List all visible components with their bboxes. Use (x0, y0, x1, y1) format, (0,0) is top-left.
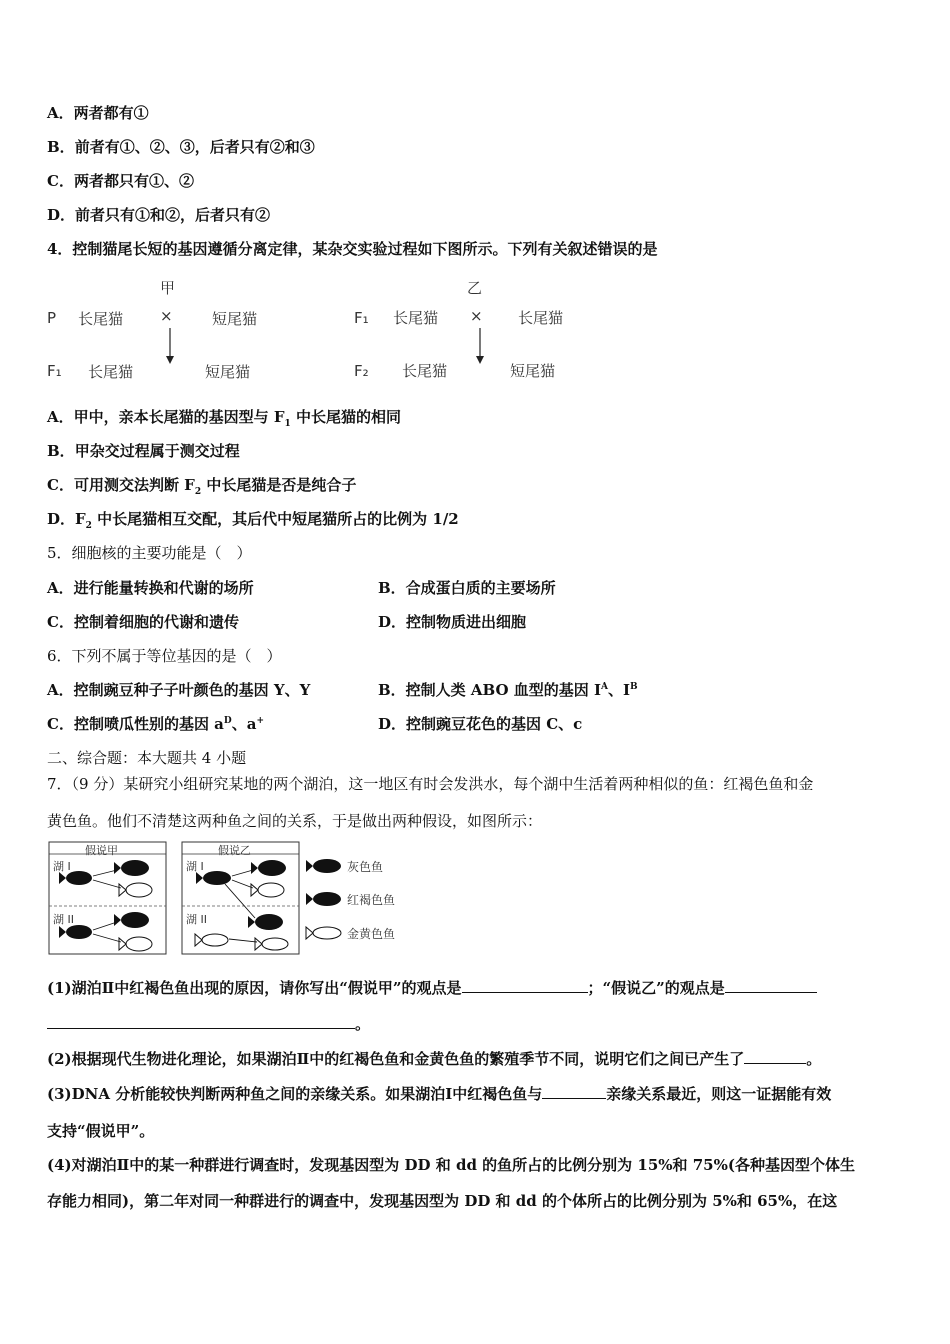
cross-symbol: × (470, 307, 483, 325)
answer-blank[interactable] (744, 1049, 806, 1064)
answer-blank[interactable] (47, 1014, 355, 1029)
answer-blank[interactable] (725, 978, 817, 993)
q3-option-d: D．前者只有①和②，后者只有② (47, 206, 271, 224)
row-label: F₁ (47, 362, 62, 380)
q3-option-c: C．两者都只有①、② (47, 172, 194, 190)
q5-stem: 5．细胞核的主要功能是（ ） (47, 544, 252, 562)
cross-title-left: 甲 (160, 279, 176, 297)
row-label: P (47, 309, 57, 327)
answer-blank[interactable] (462, 978, 588, 993)
q5-option-a: A．进行能量转换和代谢的场所 (47, 579, 254, 597)
cross-long-tail: 长尾猫 (88, 363, 134, 381)
lake-label: 湖 II (53, 913, 74, 926)
q4-option-b: B．甲杂交过程属于测交过程 (47, 442, 240, 460)
lake-label: 湖 I (186, 860, 204, 873)
q3-option-a: A．两者都有① (47, 104, 149, 122)
q4-stem: 4．控制猫尾长短的基因遵循分离定律，某杂交实验过程如下图所示。下列有关叙述错误的是 (47, 240, 658, 258)
arrow-down-icon (160, 326, 180, 366)
q6-stem: 6．下列不属于等位基因的是（ ） (47, 647, 282, 665)
cross-long-tail: 长尾猫 (78, 310, 124, 328)
q7-part4-line1: (4)对湖泊Ⅱ中的某一种群进行调查时，发现基因型为 DD 和 dd 的鱼所占的比例分别为 15%和 75%(各种基因型个体生 (47, 1156, 855, 1174)
cross-short-tail: 短尾猫 (510, 362, 556, 380)
q7-part2: (2)根据现代生物进化理论，如果湖泊Ⅱ中的红褐色鱼和金黄色鱼的繁殖季节不同，说明它们之间已产生了 。 (47, 1050, 822, 1068)
q7-part4-line2: 存能力相同)，第二年对同一种群进行的调查中，发现基因型为 DD 和 dd 的个体所占的比例分别为 5%和 65%，在这 (47, 1192, 838, 1210)
hypothesis-figure (47, 840, 407, 958)
q7-part1-cont: 。 (47, 1013, 370, 1034)
cross-symbol: × (160, 307, 173, 325)
row-label: F₂ (354, 362, 369, 380)
legend-gold-fish: 金黄色鱼 (347, 927, 396, 941)
cross-short-tail: 短尾猫 (212, 310, 258, 328)
q5-option-b: B．合成蛋白质的主要场所 (378, 579, 556, 597)
q7-part1: (1)湖泊Ⅱ中红褐色鱼出现的原因，请你写出“假说甲”的观点是 ；“假说乙”的观点是 (47, 977, 817, 998)
lake-label: 湖 II (186, 913, 207, 926)
q7-part3-cont: 支持“假说甲”。 (47, 1122, 155, 1140)
q7-stem-line2: 黄色鱼。他们不清楚这两种鱼之间的关系，于是做出两种假设，如图所示： (47, 812, 543, 830)
hypothesis-b-label: 假说乙 (218, 844, 251, 857)
row-label: F₁ (354, 309, 369, 327)
cross-short-tail: 短尾猫 (205, 363, 251, 381)
cross-title-right: 乙 (467, 279, 483, 297)
q7-part3: (3)DNA 分析能较快判断两种鱼之间的亲缘关系。如果湖泊Ⅰ中红褐色鱼与 亲缘关系最近，则这一证据能有效 (47, 1085, 832, 1103)
q4-option-d: D．$F_2$ 中长尾猫相互交配，其后代中短尾猫所占的比例为 1/2 (47, 510, 459, 531)
lake-label: 湖 I (53, 860, 71, 873)
q3-option-b: B．前者有①、②、③，后者只有②和③ (47, 138, 315, 156)
q7-stem-line1: 7．（9 分）某研究小组研究某地的两个湖泊，这一地区有时会发洪水，每个湖中生活着两种相似的鱼：红褐色鱼和金 (47, 775, 814, 793)
q4-option-c: C．可用测交法判断 $F_2$ 中长尾猫是否是纯合子 (47, 476, 357, 497)
q6-option-a: A．控制豌豆种子子叶颜色的基因 Y、Y (47, 681, 311, 699)
section-heading: 二、综合题：本大题共 4 小题 (47, 749, 247, 767)
arrow-down-icon (470, 326, 490, 366)
cross-long-tail: 长尾猫 (402, 362, 448, 380)
q4-option-a: A．甲中，亲本长尾猫的基因型与 $F_1$ 中长尾猫的相同 (47, 408, 402, 429)
cross-long-tail: 长尾猫 (393, 309, 439, 327)
cross-long-tail: 长尾猫 (518, 309, 564, 327)
q6-option-d: D．控制豌豆花色的基因 C、c (378, 715, 583, 733)
hypothesis-a-label: 假说甲 (85, 844, 118, 857)
answer-blank[interactable] (542, 1084, 606, 1099)
legend-red-fish: 红褐色鱼 (347, 893, 396, 907)
q5-option-c: C．控制着细胞的代谢和遗传 (47, 613, 239, 631)
legend-gray-fish: 灰色鱼 (347, 860, 384, 874)
q6-option-b: B．控制人类 ABO 血型的基因 $I^A$、$I^B$ (378, 681, 638, 699)
q5-option-d: D．控制物质进出细胞 (378, 613, 527, 631)
q6-option-c: C．控制喷瓜性别的基因 $a^D$、a+ (47, 715, 264, 733)
